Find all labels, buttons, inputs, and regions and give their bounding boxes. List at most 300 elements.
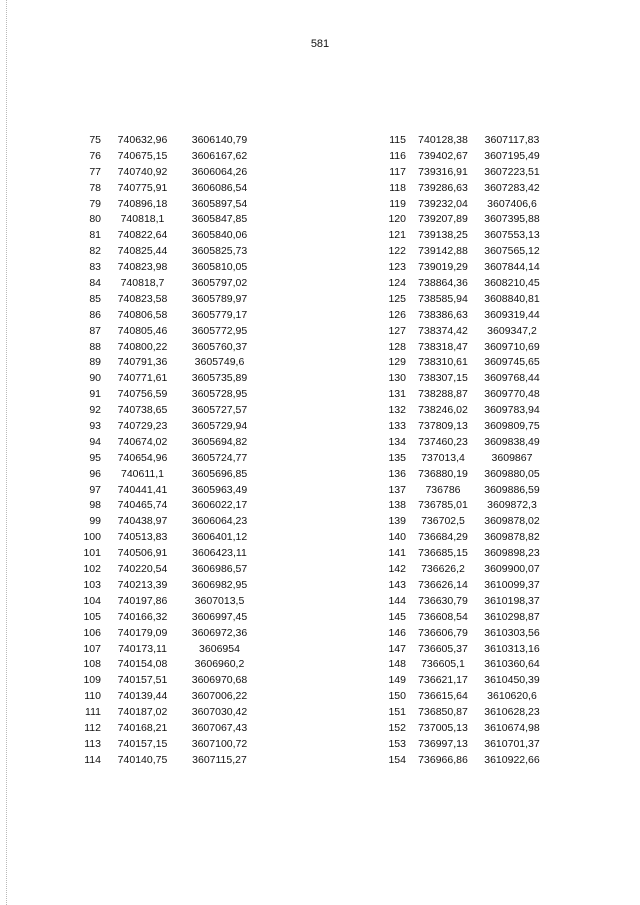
table-row: [80, 435, 257, 451]
table-row: [80, 467, 257, 483]
x-coordinate: 740818,1: [120, 213, 165, 226]
point-number: 136: [388, 467, 406, 480]
point-number: 120: [388, 213, 406, 226]
table-row: [380, 212, 546, 228]
y-coordinate: 3605772,95: [191, 324, 248, 337]
y-coordinate: 3610303,56: [484, 626, 540, 639]
point-number: 96: [89, 467, 101, 480]
table-row: [80, 387, 257, 403]
y-coordinate: 3605728,95: [191, 388, 248, 401]
y-coordinate: 3609347,2: [487, 324, 537, 337]
x-coordinate: 736605,1: [421, 658, 465, 671]
y-coordinate: 3605840,06: [191, 229, 248, 242]
point-number: 132: [388, 404, 406, 417]
table-row: [380, 705, 546, 721]
y-coordinate: 3610701,37: [484, 737, 540, 750]
table-row: [380, 610, 546, 626]
table-row: [380, 403, 546, 419]
y-coordinate: 3610360,64: [484, 658, 540, 671]
y-coordinate: 3605963,49: [191, 483, 248, 496]
y-coordinate: 3605897,54: [191, 197, 248, 210]
x-coordinate: 740506,91: [117, 547, 168, 560]
y-coordinate: 3607195,49: [484, 149, 540, 162]
point-number: 148: [388, 658, 406, 671]
table-row: [80, 276, 257, 292]
y-coordinate: 3609319,44: [484, 308, 540, 321]
x-coordinate: 740139,44: [117, 690, 168, 703]
y-coordinate: 3605779,17: [191, 308, 248, 321]
x-coordinate: 740128,38: [418, 134, 468, 146]
x-coordinate: 738374,42: [418, 324, 468, 337]
table-row: [380, 308, 546, 324]
point-number: 140: [388, 531, 406, 544]
x-coordinate: 740220,54: [117, 563, 168, 576]
table-row: [80, 324, 257, 340]
x-coordinate: 740823,98: [117, 261, 168, 274]
y-coordinate: 3609878,82: [484, 531, 540, 544]
x-coordinate: 740771,61: [117, 372, 168, 385]
table-row: [80, 673, 257, 689]
x-coordinate: 738585,94: [418, 292, 468, 305]
y-coordinate: 3607553,13: [484, 229, 540, 242]
x-coordinate: 736702,5: [421, 515, 465, 528]
table-row: [380, 292, 546, 308]
table-row: [380, 340, 546, 356]
x-coordinate: 739138,25: [418, 229, 468, 242]
point-number: 152: [388, 721, 406, 734]
point-number: 76: [89, 149, 101, 162]
y-coordinate: 3609809,75: [484, 420, 540, 433]
y-coordinate: 3610450,39: [484, 674, 540, 687]
y-coordinate: 3606064,23: [191, 515, 248, 528]
x-coordinate: 740674,02: [117, 435, 168, 448]
y-coordinate: 3606970,68: [191, 674, 248, 687]
y-coordinate: 3610298,87: [484, 610, 540, 623]
point-number: 78: [89, 181, 101, 194]
point-number: 131: [388, 388, 406, 401]
x-coordinate: 736621,17: [418, 674, 468, 687]
point-number: 104: [83, 594, 101, 607]
y-coordinate: 3605825,73: [191, 245, 248, 258]
point-number: 123: [388, 261, 406, 274]
point-number: 79: [89, 197, 101, 210]
x-coordinate: 740197,86: [117, 594, 168, 607]
y-coordinate: 3609872,3: [487, 499, 537, 512]
point-number: 153: [388, 737, 406, 750]
y-coordinate: 3605724,77: [191, 451, 248, 464]
y-coordinate: 3605810,05: [191, 261, 248, 274]
table-row: [80, 133, 257, 149]
y-coordinate: 3609710,69: [484, 340, 540, 353]
y-coordinate: 3607030,42: [191, 706, 248, 719]
point-number: 75: [89, 134, 101, 146]
x-coordinate: 737460,23: [418, 435, 468, 448]
x-coordinate: 740187,02: [117, 706, 168, 719]
y-coordinate: 3607844,14: [484, 261, 540, 274]
y-coordinate: 3605694,82: [191, 435, 248, 448]
point-number: 149: [388, 674, 406, 687]
table-row: [80, 197, 257, 213]
y-coordinate: 3606022,17: [191, 499, 248, 512]
x-coordinate: 738288,87: [418, 388, 468, 401]
point-number: 98: [89, 499, 101, 512]
point-number: 85: [89, 292, 101, 305]
y-coordinate: 3606972,36: [191, 626, 248, 639]
point-number: 121: [388, 229, 406, 242]
x-coordinate: 737809,13: [418, 420, 468, 433]
x-coordinate: 738386,63: [418, 308, 468, 321]
point-number: 129: [388, 356, 406, 369]
point-number: 134: [388, 435, 406, 448]
x-coordinate: 739316,91: [418, 165, 468, 178]
table-row: [80, 689, 257, 705]
y-coordinate: 3606982,95: [191, 578, 248, 591]
table-row: [380, 657, 546, 673]
y-coordinate: 3609878,02: [484, 515, 540, 528]
table-row: [380, 197, 546, 213]
table-row: [380, 737, 546, 753]
table-row: [80, 403, 257, 419]
y-coordinate: 3606086,54: [191, 181, 248, 194]
point-number: 133: [388, 420, 406, 433]
x-coordinate: 739402,67: [418, 149, 468, 162]
y-coordinate: 3606064,26: [191, 165, 248, 178]
point-number: 150: [388, 690, 406, 703]
y-coordinate: 3605727,57: [191, 404, 248, 417]
table-row: [80, 594, 257, 610]
table-row: [380, 387, 546, 403]
point-number: 108: [83, 658, 101, 671]
y-coordinate: 3607100,72: [191, 737, 248, 750]
table-row: [380, 594, 546, 610]
table-row: [80, 546, 257, 562]
point-number: 84: [89, 277, 101, 290]
x-coordinate: 739232,04: [418, 197, 468, 210]
table-row: [80, 149, 257, 165]
point-number: 113: [84, 737, 101, 750]
x-coordinate: 739207,89: [418, 213, 468, 226]
point-number: 103: [83, 578, 101, 591]
x-coordinate: 740738,65: [117, 404, 168, 417]
x-coordinate: 740154,08: [117, 658, 168, 671]
y-coordinate: 3606423,11: [192, 547, 247, 560]
point-number: 89: [89, 356, 101, 369]
point-number: 139: [388, 515, 406, 528]
point-number: 105: [83, 610, 101, 623]
point-number: 115: [389, 134, 406, 146]
y-coordinate: 3609886,59: [484, 483, 540, 496]
table-row: [80, 483, 257, 499]
table-row: [80, 419, 257, 435]
y-coordinate: 3609880,05: [484, 467, 540, 480]
y-coordinate: 3607565,12: [484, 245, 540, 258]
x-coordinate: 736966,86: [418, 753, 468, 766]
y-coordinate: 3605735,89: [191, 372, 248, 385]
x-coordinate: 739142,88: [418, 245, 468, 258]
x-coordinate: 739286,63: [418, 181, 468, 194]
x-coordinate: 740157,15: [117, 737, 168, 750]
point-number: 91: [89, 388, 101, 401]
table-row: [80, 610, 257, 626]
table-row: [380, 483, 546, 499]
point-number: 86: [89, 308, 101, 321]
point-number: 135: [388, 451, 406, 464]
y-coordinate: 3610922,66: [484, 753, 540, 766]
table-row: [80, 308, 257, 324]
point-number: 92: [89, 404, 101, 417]
table-row: [380, 435, 546, 451]
y-coordinate: 3606167,62: [191, 149, 248, 162]
table-row: [380, 514, 546, 530]
x-coordinate: 740441,41: [117, 483, 168, 496]
point-number: 99: [89, 515, 101, 528]
x-coordinate: 738307,15: [418, 372, 468, 385]
y-coordinate: 3607067,43: [191, 721, 248, 734]
point-number: 77: [89, 165, 101, 178]
table-row: [380, 689, 546, 705]
point-number: 106: [83, 626, 101, 639]
point-number: 147: [388, 642, 406, 655]
table-row: [80, 244, 257, 260]
point-number: 116: [389, 149, 406, 162]
x-coordinate: 740179,09: [117, 626, 168, 639]
table-row: [80, 355, 257, 371]
point-number: 141: [388, 547, 406, 560]
x-coordinate: 736850,87: [418, 706, 468, 719]
y-coordinate: 3610620,6: [487, 690, 537, 703]
x-coordinate: 740140,75: [117, 753, 168, 766]
table-row: [80, 530, 257, 546]
table-row: [380, 642, 546, 658]
x-coordinate: 736626,14: [418, 578, 468, 591]
y-coordinate: 3607117,83: [484, 134, 540, 146]
x-coordinate: 736615,64: [418, 690, 468, 703]
y-coordinate: 3606960,2: [194, 658, 245, 671]
x-coordinate: 736880,19: [418, 467, 468, 480]
y-coordinate: 3610628,23: [484, 706, 540, 719]
table-row: [380, 276, 546, 292]
point-number: 90: [89, 372, 101, 385]
x-coordinate: 740805,46: [117, 324, 168, 337]
y-coordinate: 3610198,37: [484, 594, 540, 607]
x-coordinate: 740611,1: [120, 467, 164, 480]
table-row: [380, 753, 546, 769]
table-row: [380, 228, 546, 244]
x-coordinate: 740775,91: [117, 181, 168, 194]
x-coordinate: 740823,58: [117, 292, 168, 305]
y-coordinate: 3607013,5: [194, 594, 245, 607]
x-coordinate: 740896,18: [117, 197, 168, 210]
y-coordinate: 3608210,45: [484, 277, 540, 290]
x-coordinate: 740157,51: [117, 674, 168, 687]
y-coordinate: 3606986,57: [191, 563, 248, 576]
point-number: 97: [89, 483, 101, 496]
x-coordinate: 737013,4: [421, 451, 465, 464]
point-number: 101: [83, 547, 101, 560]
x-coordinate: 736997,13: [418, 737, 468, 750]
y-coordinate: 3606997,45: [191, 610, 248, 623]
x-coordinate: 740675,15: [117, 149, 168, 162]
point-number: 88: [89, 340, 101, 353]
y-coordinate: 3605789,97: [191, 292, 248, 305]
table-row: [380, 149, 546, 165]
table-row: [80, 228, 257, 244]
y-coordinate: 3606401,12: [191, 531, 248, 544]
x-coordinate: 740729,23: [117, 420, 168, 433]
x-coordinate: 739019,29: [418, 261, 468, 274]
x-coordinate: 740806,58: [117, 308, 168, 321]
x-coordinate: 740822,64: [117, 229, 168, 242]
point-number: 142: [388, 563, 406, 576]
table-row: [380, 181, 546, 197]
table-row: [80, 578, 257, 594]
x-coordinate: 740438,97: [117, 515, 168, 528]
y-coordinate: 3609770,48: [484, 388, 540, 401]
x-coordinate: 740818,7: [120, 277, 165, 290]
table-row: [80, 498, 257, 514]
point-number: 126: [388, 308, 406, 321]
table-row: [380, 626, 546, 642]
table-row: [380, 324, 546, 340]
table-row: [80, 737, 257, 753]
y-coordinate: 3607283,42: [484, 181, 540, 194]
point-number: 87: [89, 324, 101, 337]
table-row: [80, 657, 257, 673]
table-row: [80, 451, 257, 467]
x-coordinate: 738318,47: [418, 340, 468, 353]
x-coordinate: 738310,61: [418, 356, 468, 369]
x-coordinate: 740791,36: [117, 356, 168, 369]
x-coordinate: 737005,13: [418, 721, 468, 734]
y-coordinate: 3606954: [199, 642, 240, 655]
y-coordinate: 3609745,65: [484, 356, 540, 369]
x-coordinate: 740168,21: [117, 721, 168, 734]
y-coordinate: 3607006,22: [191, 690, 248, 703]
table-row: [80, 626, 257, 642]
point-number: 151: [388, 706, 406, 719]
point-number: 107: [83, 642, 101, 655]
y-coordinate: 3605749,6: [194, 356, 245, 369]
point-number: 128: [388, 340, 406, 353]
x-coordinate: 740654,96: [117, 451, 168, 464]
x-coordinate: 740213,39: [117, 578, 168, 591]
table-row: [380, 546, 546, 562]
point-number: 82: [89, 245, 101, 258]
point-number: 81: [89, 229, 101, 242]
x-coordinate: 736626,2: [421, 563, 465, 576]
point-number: 110: [84, 690, 101, 703]
table-row: [380, 451, 546, 467]
point-number: 118: [389, 181, 406, 194]
table-row: [380, 498, 546, 514]
x-coordinate: 740800,22: [117, 340, 168, 353]
table-row: [380, 355, 546, 371]
x-coordinate: 736605,37: [418, 642, 468, 655]
y-coordinate: 3605696,85: [191, 467, 248, 480]
x-coordinate: 740166,32: [117, 610, 168, 623]
point-number: 130: [388, 372, 406, 385]
table-row: [80, 514, 257, 530]
x-coordinate: 740513,83: [117, 531, 168, 544]
table-row: [80, 753, 257, 769]
point-number: 143: [388, 578, 406, 591]
table-row: [380, 133, 546, 149]
table-row: [380, 721, 546, 737]
point-number: 117: [389, 165, 406, 178]
x-coordinate: 736785,01: [418, 499, 468, 512]
table-row: [80, 371, 257, 387]
y-coordinate: 3607406,6: [487, 197, 537, 210]
point-number: 146: [388, 626, 406, 639]
table-row: [80, 181, 257, 197]
y-coordinate: 3609768,44: [484, 372, 540, 385]
table-row: [380, 419, 546, 435]
y-coordinate: 3607223,51: [484, 165, 540, 178]
y-coordinate: 3605847,85: [191, 213, 248, 226]
table-row: [380, 467, 546, 483]
point-number: 125: [388, 292, 406, 305]
x-coordinate: 740465,74: [117, 499, 168, 512]
left-edge-dots: [6, 0, 10, 905]
table-row: [380, 260, 546, 276]
coordinate-table-right: [380, 133, 546, 769]
y-coordinate: 3609783,94: [484, 404, 540, 417]
point-number: 102: [83, 563, 101, 576]
point-number: 109: [83, 674, 101, 687]
x-coordinate: 740756,59: [117, 388, 168, 401]
point-number: 138: [388, 499, 406, 512]
y-coordinate: 3609838,49: [484, 435, 540, 448]
table-row: [80, 165, 257, 181]
table-row: [380, 578, 546, 594]
x-coordinate: 740173,11: [118, 642, 167, 655]
point-number: 111: [85, 706, 101, 719]
table-row: [80, 260, 257, 276]
table-row: [380, 165, 546, 181]
table-row: [80, 212, 257, 228]
x-coordinate: 736606,79: [418, 626, 468, 639]
y-coordinate: 3610313,16: [484, 642, 540, 655]
table-row: [80, 562, 257, 578]
point-number: 127: [388, 324, 406, 337]
table-row: [80, 705, 257, 721]
y-coordinate: 3608840,81: [484, 292, 540, 305]
x-coordinate: 740632,96: [117, 134, 168, 146]
table-row: [380, 562, 546, 578]
point-number: 93: [89, 420, 101, 433]
y-coordinate: 3605760,37: [191, 340, 248, 353]
point-number: 114: [84, 753, 101, 766]
x-coordinate: 736630,79: [418, 594, 468, 607]
point-number: 145: [388, 610, 406, 623]
table-row: [380, 244, 546, 260]
page-number: 581: [310, 38, 330, 50]
table-row: [80, 642, 257, 658]
y-coordinate: 3607115,27: [192, 753, 247, 766]
x-coordinate: 738246,02: [418, 404, 468, 417]
x-coordinate: 736786: [425, 483, 461, 496]
x-coordinate: 740825,44: [117, 245, 168, 258]
x-coordinate: 738864,36: [418, 277, 468, 290]
y-coordinate: 3610674,98: [484, 721, 540, 734]
point-number: 154: [388, 753, 406, 766]
point-number: 137: [388, 483, 406, 496]
point-number: 100: [83, 531, 101, 544]
table-row: [380, 371, 546, 387]
y-coordinate: 3610099,37: [484, 578, 540, 591]
point-number: 119: [389, 197, 406, 210]
y-coordinate: 3607395,88: [484, 213, 540, 226]
